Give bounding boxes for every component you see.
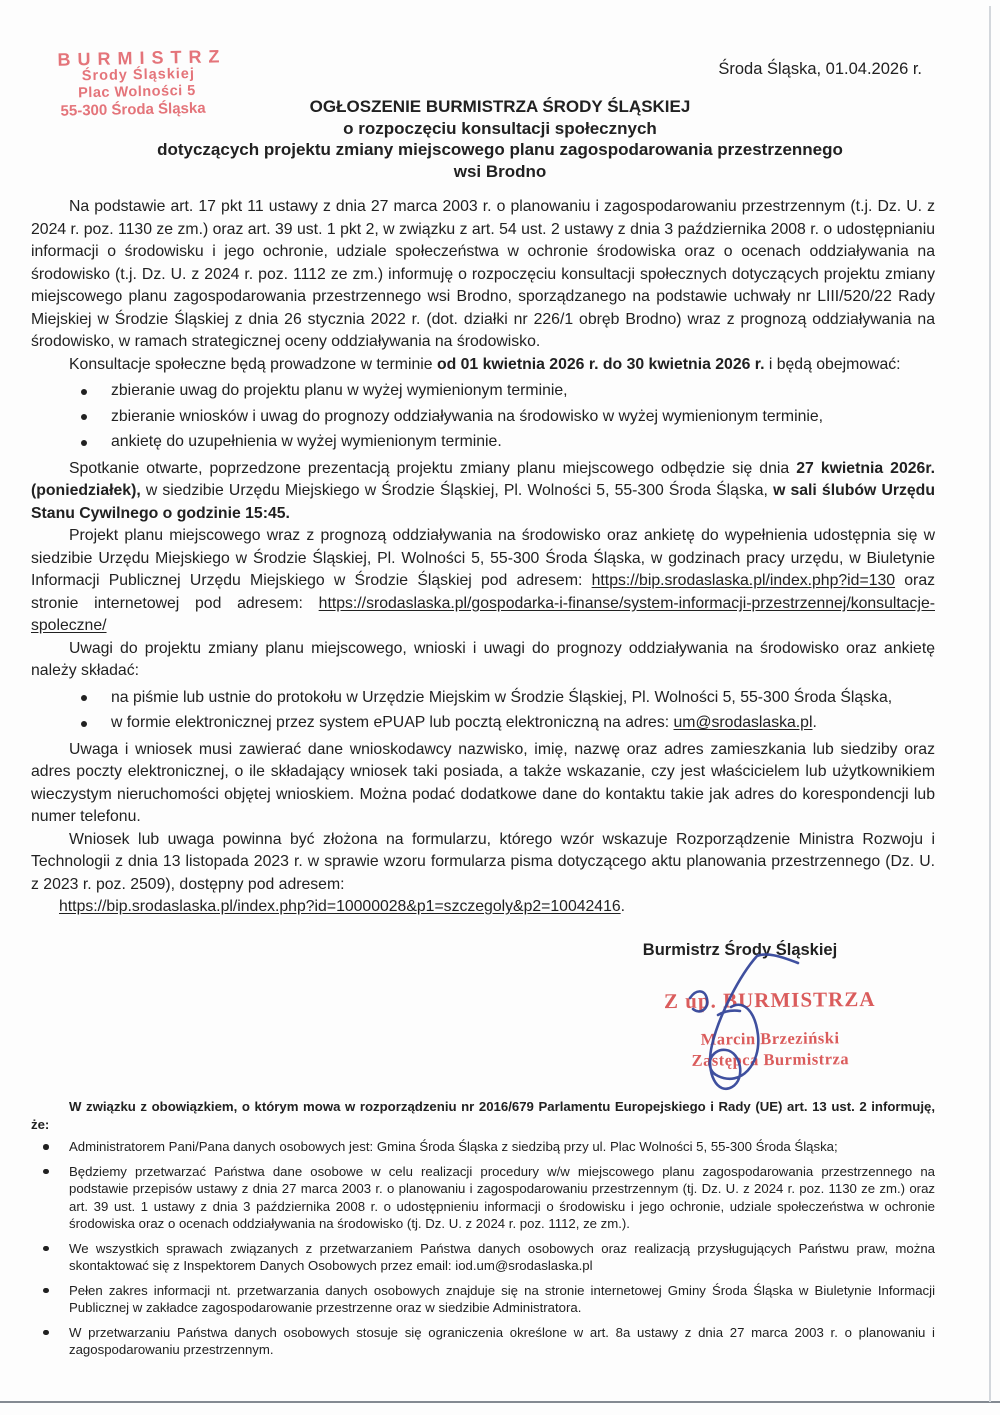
list-item: ankietę do uzupełnienia w wyżej wymienionym terminie.	[77, 431, 935, 454]
paragraph-consultation-term: Konsultacje społeczne będą prowadzone w terminie od 01 kwietnia 2026 r. do 30 kwietnia 2026 r. i będą obejmować:	[69, 355, 901, 373]
document-body	[31, 196, 935, 919]
scan-edge-bottom	[0, 1401, 1000, 1403]
scan-edge-right	[989, 6, 991, 1402]
office-stamp-line-4: 55-300 Środa Śląska	[60, 99, 206, 120]
paragraph-form-template: Wniosek lub uwaga powinna być złożona na formularzu, którego wzór wskazuje Rozporządzenie Ministra Rozwoju i Technologii z dnia 13 listopada 2023 r. w sprawie wzoru formularza pisma dotyczącego aktu planowania przestrzennego (Dz. U. z 2023 r. poz. 2509), dostępny pod adresem:	[31, 830, 935, 893]
gdpr-item: We wszystkich sprawach związanych z przetwarzaniem Państwa danych osobowych oraz realizacją przysługujących Państwu praw, można skontaktować się z Inspektorem Danych Osobowych przez email: iod.um@srodaslaska.pl	[43, 1240, 935, 1275]
stamp-on-behalf-line: Z up. BURMISTRZA	[663, 986, 876, 1014]
list-item: w formie elektronicznej przez system ePUAP lub pocztą elektroniczną na adres: um@srodaslaska.pl.	[77, 712, 935, 735]
gdpr-item: Pełen zakres informacji nt. przetwarzania danych osobowych znajduje się na stronie internetowej Gminy Środa Śląska w Biuletynie Informacji Publicznej w zakładce zagospodarowanie przestrzenne oraz w siedzibie Administratora.	[43, 1282, 935, 1317]
handwritten-signature	[630, 943, 830, 1105]
submission-methods-list	[31, 687, 935, 735]
title-line-3: dotyczących projektu zmiany miejscowego planu zagospodarowania przestrzennego	[157, 140, 843, 159]
stamp-name-line: Marcin Brzeziński	[700, 1028, 840, 1049]
paragraph-required-data: Uwaga i wniosek musi zawierać dane wnioskodawcy nazwisko, imię, nazwę oraz adres zamieszkania lub siedziby oraz adres poczty elektronicznej, o ile składający wniosek taki posiada, a także wskazanie, czy jest właścicielem lub użytkownikiem wieczystym nieruchomości objętej wnioskiem. Można podać dodatkowe dane do kontaktu takie jak adres do korespondencji lub numer telefonu.	[31, 740, 935, 825]
gdpr-intro: W związku z obowiązkiem, o którym mowa w rozporządzeniu nr 2016/679 Parlamentu Europejskiego i Rady (UE) art. 13 ust. 2 informuję, że:	[31, 1099, 935, 1132]
list-item: zbieranie wniosków i uwag do prognozy oddziaływania na środowisko w wyżej wymienionym terminie,	[77, 406, 935, 429]
gdpr-item: W przetwarzaniu Państwa danych osobowych stosuje się ograniczenia określone w art. 8a ustawy z dnia 27 marca 2003 r. o planowaniu i zagospodarowaniu przestrzennym.	[43, 1324, 935, 1359]
title-line-2: o rozpoczęciu konsultacji społecznych	[343, 118, 657, 138]
list-item: na piśmie lub ustnie do protokołu w Urzędzie Miejskim w Środzie Śląskiej, Pl. Wolności 5, 55-300 Środa Śląska,	[77, 687, 935, 710]
office-stamp-line-2: Środy Śląskiej	[81, 65, 196, 85]
form-template-url: https://bip.srodaslaska.pl/index.php?id=10000028&p1=szczegoly&p2=10042416.	[59, 898, 626, 915]
paragraph-legal-basis: Na podstawie art. 17 pkt 11 ustawy z dnia 27 marca 2003 r. o planowaniu i zagospodarowaniu przestrzennym (t.j. Dz. U. z 2024 r. poz. 1130 ze zm.) oraz art. 39 ust. 1 pkt 2, w związku z art. 54 ust. 2 ustawy z dnia 3 października 2008 r. o udostępnianiu informacji o środowisku i jego ochronie, udziale społeczeństwa w ochronie środowiska oraz o ocenach oddziaływania na środowisko (t.j. Dz. U. z 2024 r. poz. 1112 ze zm.) informuję o rozpoczęciu konsultacji społecznych dotyczących projektu zmiany miejscowego planu zagospodarowania przestrzennego wsi Brodno, sporządzanego na podstawie uchwały nr LIII/520/22 Rady Miejskiej w Środzie Śląskiej z dnia 26 stycznia 2022 r. (dot. działki nr 226/1 obręb Brodno) wraz z prognozą oddziaływania na środowisko, w ramach strategicznej oceny oddziaływania na środowisko.	[31, 198, 935, 350]
date-place-line: Środa Śląska, 01.04.2026 r.	[718, 60, 922, 78]
gdpr-item: Będziemy przetwarzać Państwa dane osobowe w celu realizacji procedury w/w miejscowego planu zagospodarowania przestrzennego na podstawie przepisów ustawy z dnia 27 marca 2003 r. o planowaniu i zagospodarowaniu przestrzennym (tj. Dz. U. z 2024 r. poz. 1130 ze zm.) oraz art. 39 ust. 1 ustawy z dnia 3 października 2008 r. o udostępnieniu informacji o środowisku i jego ochronie, udziale społeczeństwa w ochronie środowiska oraz o ocenach oddziaływania na środowisko (tj. Dz. U. z 2024 r. poz. 1112, ze zm.).	[43, 1163, 935, 1233]
gdpr-item: Administratorem Pani/Pana danych osobowych jest: Gmina Środa Śląska z siedzibą przy ul. Plac Wolności 5, 55-300 Środa Śląska;	[43, 1138, 935, 1156]
paragraph-submission-intro: Uwagi do projektu zmiany planu miejscowego, wnioski i uwagi do prognozy oddziaływania na środowisko oraz ankietę należy składać:	[31, 639, 935, 679]
title-line-1: OGŁOSZENIE BURMISTRZA ŚRODY ŚLĄSKIEJ	[309, 97, 691, 116]
title-line-4: wsi Brodno	[453, 161, 547, 181]
consultation-scope-list	[31, 380, 935, 454]
signature-role-title: Burmistrz Środy Śląskiej	[642, 941, 838, 959]
document-title	[0, 96, 1000, 182]
office-stamp-line-3: Plac Wolności 5	[78, 82, 196, 102]
paragraph-plan-availability: Projekt planu miejscowego wraz z prognozą oddziaływania na środowisko oraz ankietę do wypełnienia udostępnia się w siedzibie Urzędu Miejskiego w Środzie Śląskiej, Pl. Wolności 5, 55-300 Środa Śląska, w godzinach pracy urzędu, w Biuletynie Informacji Publicznej Urzędu Miejskiego w Środzie Śląskiej pod adresem: https://bip.srodaslaska.pl/index.php?id=130 oraz stronie internetowej pod adresem: https://srodaslaska.pl/gospodarka-i-finanse/system-informacji-przestrzennej/konsultacje-spoleczne/	[31, 527, 935, 634]
stamp-role-line: Zastępca Burmistrza	[691, 1049, 850, 1070]
gdpr-clause	[31, 1098, 935, 1366]
office-stamp-line-1: BURMISTRZ	[57, 46, 227, 70]
list-item: zbieranie uwag do projektu planu w wyżej wymienionym terminie,	[77, 380, 935, 403]
paragraph-open-meeting: Spotkanie otwarte, poprzedzone prezentacją projektu zmiany planu miejscowego odbędzie się dnia 27 kwietnia 2026r. (poniedziałek), w siedzibie Urzędu Miejskiego w Środzie Śląskiej, Pl. Wolności 5, 55-300 Środa Śląska, w sali ślubów Urzędu Stanu Cywilnego o godzinie 15:45.	[31, 459, 935, 522]
gdpr-list	[31, 1138, 935, 1359]
